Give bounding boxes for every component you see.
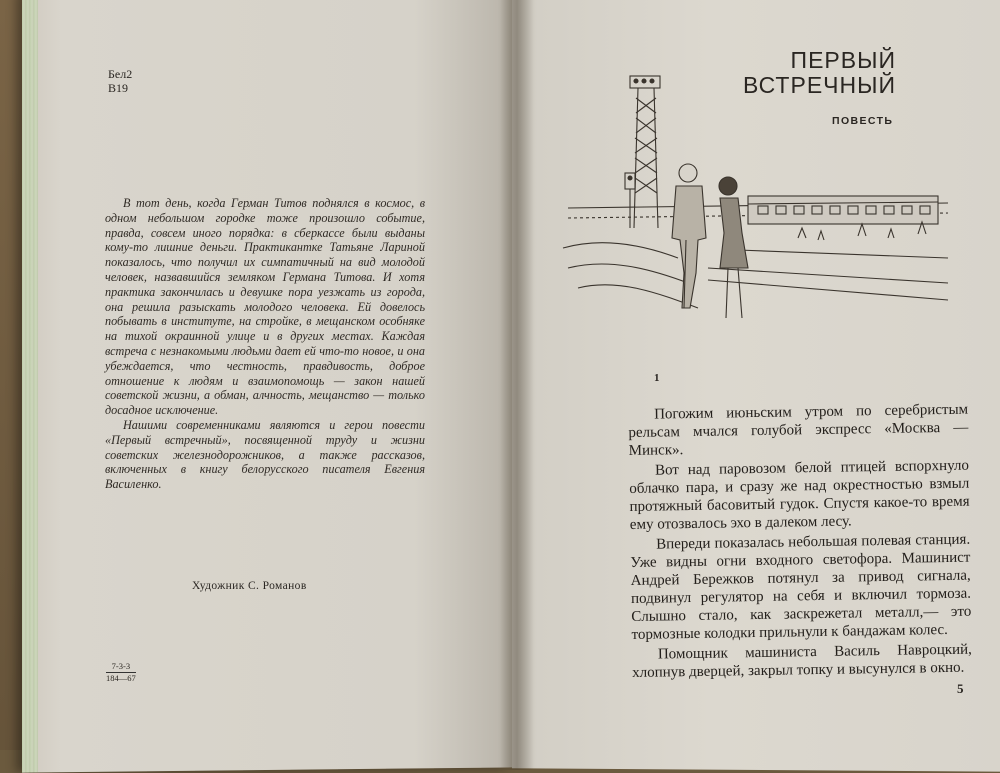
bibliographic-code	[106, 661, 136, 684]
railway-station-illustration	[558, 68, 950, 330]
signal-tower-icon	[630, 76, 660, 228]
library-code-line: В19	[108, 81, 129, 95]
story-genre: ПОВЕСТЬ	[832, 115, 894, 127]
library-code	[108, 67, 132, 95]
annotation-blurb	[105, 196, 425, 492]
page-edges	[22, 0, 38, 773]
blurb-paragraph: Нашими современниками являются и герои повести «Первый встречный», посвященной труду и жизни советских железнодорожников, а также рассказов, включенных в книгу белорусского писателя Евгения Василенко.	[105, 417, 425, 492]
artist-credit: Художник С. Романов	[192, 580, 307, 592]
story-paragraph: Погожим июньским утром по серебристым рельсам мчался голубой экспресс «Москва — Минск».	[628, 401, 969, 459]
biblio-top: 7-3-3	[106, 661, 136, 673]
man-figure-icon	[672, 164, 706, 308]
book-gutter	[500, 0, 534, 770]
story-paragraph: Впереди показалась небольшая полевая станция. Уже видны огни входного светофора. Машинист Андрей Бережков потянул за привод сигнала, подвинул регулятор на себя и включил тормоза. Слышно стало, как заскрежетал металл,— это тормозные колодки прильнули к бандажам колес.	[630, 531, 972, 643]
library-code-line: Бел2	[108, 67, 133, 81]
story-paragraph: Помощник машиниста Василь Навроцкий, хлопнув дверцей, закрыл топку и высунулся в окно.	[632, 641, 972, 681]
train-icon	[748, 196, 938, 224]
chapter-number: 1	[654, 372, 660, 384]
woman-figure-icon	[719, 177, 748, 318]
blurb-paragraph: В тот день, когда Герман Титов поднялся в космос, в одном небольшом городке тоже произошло событие, правда, совсем иного порядка: в сберкассе были выданы кому-то лишние деньги. Практикантке Татьяне Лариной показалось, что получил их симпатичный на вид молодой человек, назвавшийся земляком Германа Титова. И хотя практика закончилась и девушке пора уезжать из города, она решила разыскать молодого человека. Ей довелось побывать в институте, на стройке, в мещанском особняке на тихой окраинной улице и в других местах. Каждая встреча с незнакомыми людьми дает ей что-то новое, и она убеждается, что честность, правдивость, доброе отношение к людям и взаимопомощь — закон нашей советской жизни, а обман, алчность, мещанство — только досадное исключение.	[105, 196, 425, 418]
biblio-bottom: 184—67	[106, 673, 136, 683]
title-line: ПЕРВЫЙ	[790, 47, 896, 73]
story-paragraph: Вот над паровозом белой птицей вспорхнуло облачко пара, и сразу же над окрестностью взмыл протяжный басовитый гудок. Спустя какое-то время ему отозвалось эхо в далеком лесу.	[629, 457, 970, 533]
title-line: ВСТРЕЧНЫЙ	[743, 72, 896, 98]
story-text	[628, 401, 972, 684]
page-number: 5	[957, 681, 964, 696]
